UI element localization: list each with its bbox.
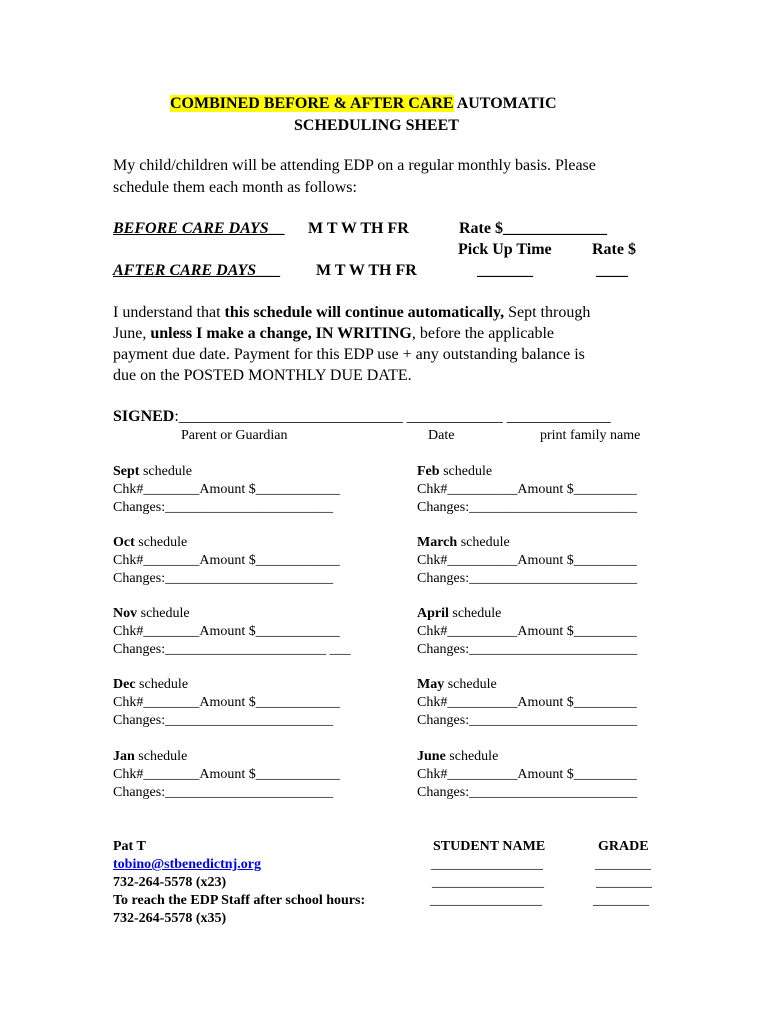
month-block-left-2: Nov schedule Chk#________Amount $____________ Changes:_______________________ ___ (113, 606, 351, 657)
form-title-line2: SCHEDULING SHEET (294, 117, 459, 134)
before-care-rate: Rate $_____________ (459, 220, 607, 237)
month-block-right-1: March schedule Chk#__________Amount $_________ Changes:________________________ (417, 535, 638, 586)
contact-name: Pat T (113, 839, 146, 854)
date-caption: Date (428, 428, 455, 443)
family-name-caption: print family name (540, 428, 641, 443)
signature-line: SIGNED:____________________________ ____________ _____________ (113, 408, 611, 425)
agreement-line3: payment due date. Payment for this EDP use + any outstanding balance is (113, 346, 585, 363)
rate-header: Rate $ (592, 241, 636, 258)
agreement-line2: June, unless I make a change, IN WRITING, before the applicable (113, 325, 555, 342)
agreement-line1: I understand that this schedule will continue automatically, Sept through (113, 304, 591, 321)
month-block-left-3: Dec schedule Chk#________Amount $____________ Changes:________________________ (113, 677, 340, 728)
month-block-right-3: May schedule Chk#__________Amount $_________ Changes:________________________ (417, 677, 638, 728)
month-block-right-2: April schedule Chk#__________Amount $_________ Changes:________________________ (417, 606, 638, 657)
grade-blank-2: ________ (596, 875, 652, 890)
contact-block (113, 838, 365, 928)
title-rest: AUTOMATIC (453, 95, 557, 112)
intro-line2: schedule them each month as follows: (113, 179, 357, 196)
month-block-right-4: June schedule Chk#__________Amount $_________ Changes:________________________ (417, 749, 638, 800)
month-block-left-0: Sept schedule Chk#________Amount $____________ Changes:________________________ (113, 464, 340, 515)
month-block-left-4: Jan schedule Chk#________Amount $____________ Changes:________________________ (113, 749, 340, 800)
intro-line1: My child/children will be attending EDP on a regular monthly basis. Please (113, 157, 596, 174)
student-name-blank-2: ________________ (432, 875, 544, 890)
student-name-blank-3: ________________ (430, 893, 542, 908)
grade-blank-1: ________ (595, 857, 651, 872)
contact-phone1: 732-264-5578 (x23) (113, 875, 227, 890)
grade-header: GRADE (598, 839, 649, 854)
parent-guardian-caption: Parent or Guardian (181, 428, 288, 443)
after-care-label: AFTER CARE DAYS___ (113, 262, 281, 279)
staff-line: To reach the EDP Staff after school hours: (113, 893, 366, 908)
month-block-left-1: Oct schedule Chk#________Amount $____________ Changes:________________________ (113, 535, 340, 586)
student-name-blank-1: ________________ (431, 857, 543, 872)
title-highlight: COMBINED BEFORE & AFTER CARE (170, 95, 454, 112)
contact-email-link[interactable]: tobino@stbenedictnj.org (113, 857, 261, 872)
before-care-days: M T W TH FR (308, 220, 409, 237)
pickup-time-header: Pick Up Time (458, 241, 552, 258)
agreement-line4: due on the POSTED MONTHLY DUE DATE. (113, 367, 412, 384)
before-care-label: BEFORE CARE DAYS__ (113, 220, 285, 237)
after-rate-blank: ____ (596, 262, 628, 279)
after-care-days: M T W TH FR (316, 262, 417, 279)
form-title-line1 (170, 95, 557, 113)
pickup-time-blank: _______ (477, 262, 533, 279)
grade-blank-3: ________ (593, 893, 649, 908)
month-block-right-0: Feb schedule Chk#__________Amount $_________ Changes:________________________ (417, 464, 638, 515)
contact-phone2: 732-264-5578 (x35) (113, 911, 227, 926)
student-name-header: STUDENT NAME (433, 839, 546, 854)
